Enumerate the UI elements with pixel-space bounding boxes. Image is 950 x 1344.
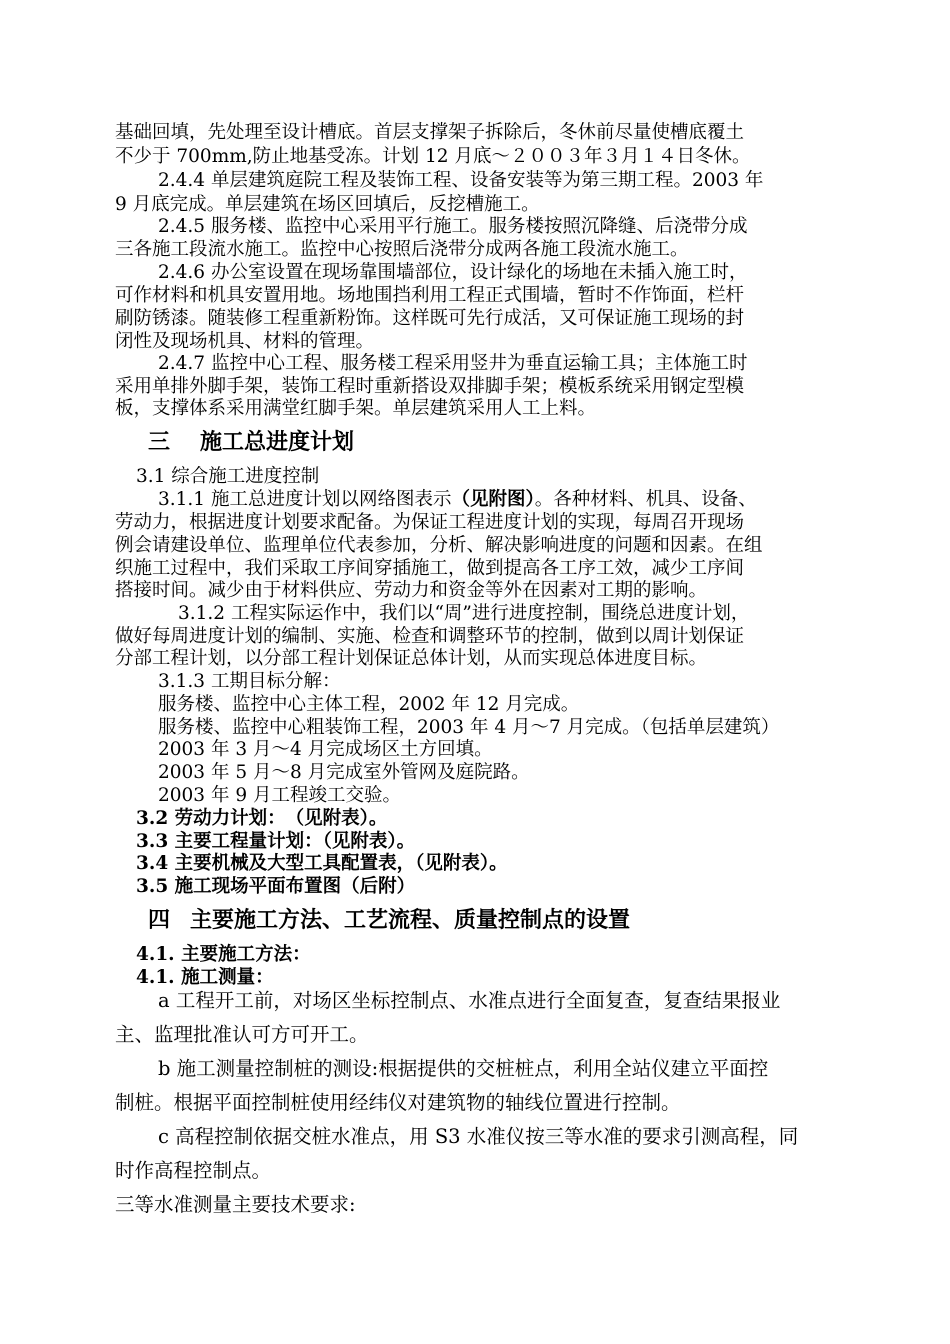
text-line: 劳动力，根据进度计划要求配备。为保证工程进度计划的实现，每周召开现场: [115, 512, 745, 533]
text-line: 2003 年 5 月～8 月完成室外管网及庭院路。: [158, 762, 530, 783]
bold-item: 3.4 主要机械及大型工具配置表，（见附表）。: [136, 853, 508, 874]
text-line: 做好每周进度计划的编制、实施、检查和调整环节的控制，做到以周计划保证: [115, 626, 745, 647]
text-line: 时作高程控制点。: [115, 1159, 272, 1182]
bold-item: 3.3 主要工程量计划：（见附表）。: [136, 831, 416, 852]
text-line: 板，支撑体系采用满堂红脚手架。单层建筑采用人工上料。: [115, 398, 597, 419]
text-line: 主、监理批准认可方可开工。: [115, 1023, 369, 1046]
text-line: [158, 489, 757, 511]
bold-reference: （见附图）: [451, 489, 535, 510]
text-line: 服务楼、监控中心主体工程，2002 年 12 月完成。: [158, 694, 580, 715]
text-line: 三各施工段流水施工。监控中心按照后浇带分成两各施工段流水施工。: [115, 239, 689, 260]
section-title: 主要施工方法、工艺流程、质量控制点的设置: [190, 907, 631, 933]
text-line: 2.4.5 服务楼、监控中心采用平行施工。服务楼按照沉降缝、后浇带分成: [158, 216, 748, 237]
text-line: 3.1.2 工程实际运作中，我们以“周”进行进度控制，围绕总进度计划，: [178, 603, 750, 624]
text-line: 刷防锈漆。随装修工程重新粉饰。这样既可先行成活，又可保证施工现场的封: [115, 308, 745, 329]
text-line: a 工程开工前，对场区坐标控制点、水准点进行全面复查，复查结果报业: [158, 989, 781, 1012]
text-line: 2.4.7 监控中心工程、服务楼工程采用竖井为垂直运输工具；主体施工时: [158, 353, 748, 374]
text-line: 分部工程计划，以分部工程计划保证总体计划，从而实现总体进度目标。: [115, 648, 708, 669]
text-span: 3.1.1 施工总进度计划以网络图表示: [158, 489, 452, 510]
text-line: 服务楼、监控中心粗装饰工程，2003 年 4 月～7 月完成。（包括单层建筑）: [158, 717, 780, 738]
text-line: 三等水准测量主要技术要求:: [115, 1193, 356, 1216]
text-line: 2003 年 9 月工程竣工交验。: [158, 785, 401, 806]
text-line: 基础回填，先处理至设计槽底。首层支撑架子拆除后，冬休前尽量使槽底覆土: [115, 122, 745, 143]
bold-item: 3.2 劳动力计划： （见附表）。: [136, 808, 388, 829]
subsection-heading: 3.1 综合施工进度控制: [136, 466, 320, 487]
subsection-heading: 4.1. 主要施工方法：: [136, 944, 311, 965]
subsection-heading: 4.1. 施工测量：: [136, 967, 274, 988]
text-line: 采用单排外脚手架，装饰工程时重新搭设双排脚手架；模板系统采用钢定型模: [115, 376, 745, 397]
text-line: 3.1.3 工期目标分解：: [158, 671, 341, 692]
text-line: 2.4.4 单层建筑庭院工程及装饰工程、设备安装等为第三期工程。2003 年: [158, 170, 764, 191]
section-number: 四: [148, 907, 171, 933]
text-line: 可作材料和机具安置用地。场地围挡利用工程正式围墙，暂时不作饰面，栏杆: [115, 285, 745, 306]
text-line: c 高程控制依据交桩水准点，用 S3 水准仪按三等水准的要求引测高程，同: [158, 1125, 799, 1148]
text-line: 例会请建设单位、监理单位代表参加，分析、解决影响进度的问题和因素。在组: [115, 535, 763, 556]
text-line: 搭接时间。减少由于材料供应、劳动力和资金等外在因素对工期的影响。: [115, 580, 708, 601]
text-line: 不少于 700mm,防止地基受冻。计划 12 月底～２００３年３月１４日冬休。: [115, 146, 751, 167]
text-line: 织施工过程中，我们采取工序间穿插施工，做到提高各工序工效，减少工序间: [115, 558, 745, 579]
text-line: 2003 年 3 月～4 月完成场区土方回填。: [158, 739, 493, 760]
bold-item: 3.5 施工现场平面布置图（后附）: [136, 876, 416, 897]
section-title: 施工总进度计划: [200, 429, 355, 455]
text-span: 。各种材料、机具、设备、: [534, 489, 757, 510]
section-number: 三: [148, 429, 171, 455]
text-line: 9 月底完成。单层建筑在场区回填后，反挖槽施工。: [115, 194, 540, 215]
text-line: 制桩。根据平面控制桩使用经纬仪对建筑物的轴线位置进行控制。: [115, 1091, 681, 1114]
text-line: b 施工测量控制桩的测设:根据提供的交桩桩点，利用全站仪建立平面控: [158, 1057, 769, 1080]
text-line: 2.4.6 办公室设置在现场靠围墙部位，设计绿化的场地在未插入施工时，: [158, 262, 748, 283]
text-line: 闭性及现场机具、材料的管理。: [115, 331, 375, 352]
